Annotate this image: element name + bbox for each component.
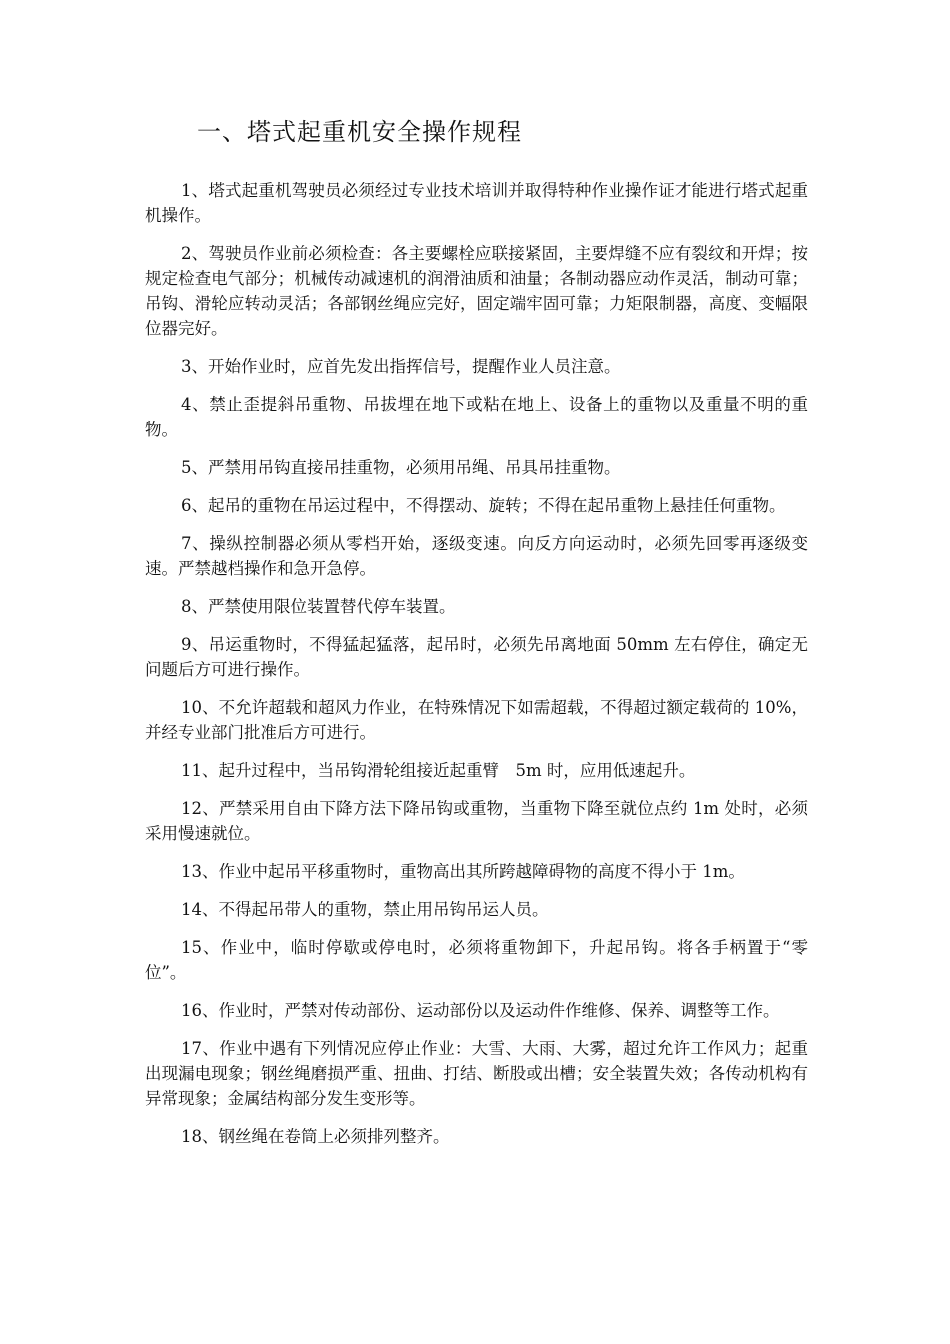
rule-item: 13、作业中起吊平移重物时，重物高出其所跨越障碍物的高度不得小于 1m。 — [181, 862, 745, 881]
rule-item: 10、不允许超载和超风力作业，在特殊情况下如需超载，不得超过额定载荷的 10%，并经专业部门批准后方可进行。 — [145, 698, 808, 742]
document-title: 一、塔式起重机安全操作规程 — [197, 118, 522, 146]
rule-item: 11、起升过程中，当吊钩滑轮组接近起重臂 5m 时，应用低速起升。 — [181, 761, 696, 780]
rule-item: 3、开始作业时，应首先发出指挥信号，提醒作业人员注意。 — [181, 357, 621, 376]
rule-item: 6、起吊的重物在吊运过程中，不得摆动、旋转；不得在起吊重物上悬挂任何重物。 — [181, 496, 786, 515]
rules-list — [145, 178, 808, 1149]
rule-item: 14、不得起吊带人的重物，禁止用吊钩吊运人员。 — [181, 900, 549, 919]
rule-item: 4、禁止歪提斜吊重物、吊拔埋在地下或粘在地上、设备上的重物以及重量不明的重物。 — [145, 395, 808, 439]
rule-item: 15、作业中，临时停歇或停电时，必须将重物卸下，升起吊钩。将各手柄置于“零位”。 — [145, 938, 808, 982]
rule-item: 9、吊运重物时，不得猛起猛落，起吊时，必须先吊离地面 50mm 左右停住，确定无问题后方可进行操作。 — [145, 635, 808, 679]
rule-item: 18、钢丝绳在卷筒上必须排列整齐。 — [181, 1127, 450, 1146]
rule-item: 16、作业时，严禁对传动部份、运动部份以及运动件作维修、保养、调整等工作。 — [181, 1001, 780, 1020]
rule-item: 2、驾驶员作业前必须检查：各主要螺栓应联接紧固，主要焊缝不应有裂纹和开焊；按规定检查电气部分；机械传动减速机的润滑油质和油量；各制动器应动作灵活，制动可靠；吊钩、滑轮应转动灵活；各部钢丝绳应完好，固定端牢固可靠；力矩限制器，高度、变幅限位器完好。 — [145, 244, 808, 338]
rule-item: 8、严禁使用限位装置替代停车装置。 — [181, 597, 456, 616]
document-page — [145, 112, 808, 1162]
rule-item: 17、作业中遇有下列情况应停止作业：大雪、大雨、大雾，超过允许工作风力；起重出现漏电现象；钢丝绳磨损严重、扭曲、打结、断股或出槽；安全装置失效；各传动机构有异常现象；金属结构部分发生变形等。 — [145, 1039, 808, 1108]
rule-item: 1、塔式起重机驾驶员必须经过专业技术培训并取得特种作业操作证才能进行塔式起重机操作。 — [145, 181, 808, 225]
rule-item: 7、操纵控制器必须从零档开始，逐级变速。向反方向运动时，必须先回零再逐级变速。严禁越档操作和急开急停。 — [145, 534, 808, 578]
rule-item: 12、严禁采用自由下降方法下降吊钩或重物，当重物下降至就位点约 1m 处时，必须采用慢速就位。 — [145, 799, 808, 843]
rule-item: 5、严禁用吊钩直接吊挂重物，必须用吊绳、吊具吊挂重物。 — [181, 458, 621, 477]
